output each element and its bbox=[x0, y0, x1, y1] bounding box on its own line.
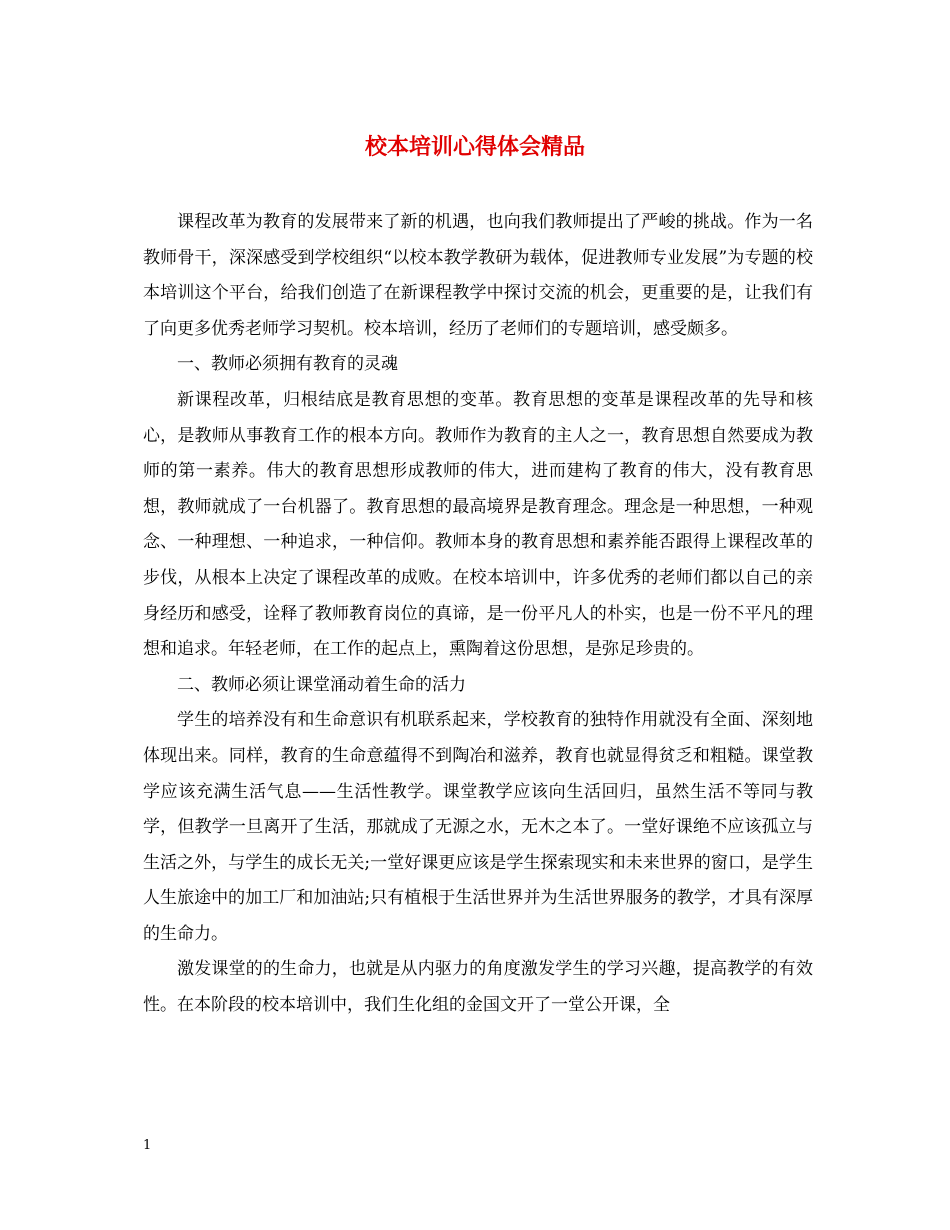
document-body bbox=[143, 205, 813, 1024]
section-heading-1: 一、教师必须拥有教育的灵魂 bbox=[177, 354, 398, 375]
page-number: 1 bbox=[143, 1138, 152, 1153]
paragraph-section-2-continued: 激发课堂的的生命力，也就是从内驱力的角度激发学生的学习兴趣，提高教学的有效性。在本阶段的校本培训中，我们生化组的金国文开了一堂公开课，全 bbox=[143, 959, 813, 1016]
document-title: 校本培训心得体会精品 bbox=[364, 134, 585, 160]
paragraph-section-1: 新课程改革，归根结底是教育思想的变革。教育思想的变革是课程改革的先导和核心，是教师从事教育工作的根本方向。教师作为教育的主人之一，教育思想自然要成为教师的第一素养。伟大的教育思想形成教师的伟大，进而建构了教育的伟大，没有教育思想，教师就成了一台机器了。教育思想的最高境界是教育理念。理念是一种思想，一种观念、一种理想、一种追求，一种信仰。教师本身的教育思想和素养能否跟得上课程改革的步伐，从根本上决定了课程改革的成败。在校本培训中，许多优秀的老师们都以自己的亲身经历和感受，诠释了教师教育岗位的真谛，是一份平凡人的朴实，也是一份不平凡的理想和追求。年轻老师，在工作的起点上，熏陶着这份思想，是弥足珍贵的。 bbox=[143, 389, 813, 660]
paragraph-intro: 课程改革为教育的发展带来了新的机遇，也向我们教师提出了严峻的挑战。作为一名教师骨干，深深感受到学校组织“以校本教学教研为载体，促进教师专业发展”为专题的校本培训这个平台，给我们创造了在新课程教学中探讨交流的机会，更重要的是，让我们有了向更多优秀老师学习契机。校本培训，经历了老师们的专题培训，感受颇多。 bbox=[143, 212, 813, 339]
paragraph-section-2: 学生的培养没有和生命意识有机联系起来，学校教育的独特作用就没有全面、深刻地体现出来。同样，教育的生命意蕴得不到陶冶和滋养，教育也就显得贫乏和粗糙。课堂教学应该充满生活气息——生活性教学。课堂教学应该向生活回归，虽然生活不等同与教学，但教学一旦离开了生活，那就成了无源之水，无木之本了。一堂好课绝不应该孤立与生活之外，与学生的成长无关;一堂好课更应该是学生探索现实和未来世界的窗口，是学生人生旅途中的加工厂和加油站;只有植根于生活世界并为生活世界服务的教学，才具有深厚的生命力。 bbox=[143, 710, 813, 944]
section-heading-2: 二、教师必须让课堂涌动着生命的活力 bbox=[177, 674, 466, 695]
